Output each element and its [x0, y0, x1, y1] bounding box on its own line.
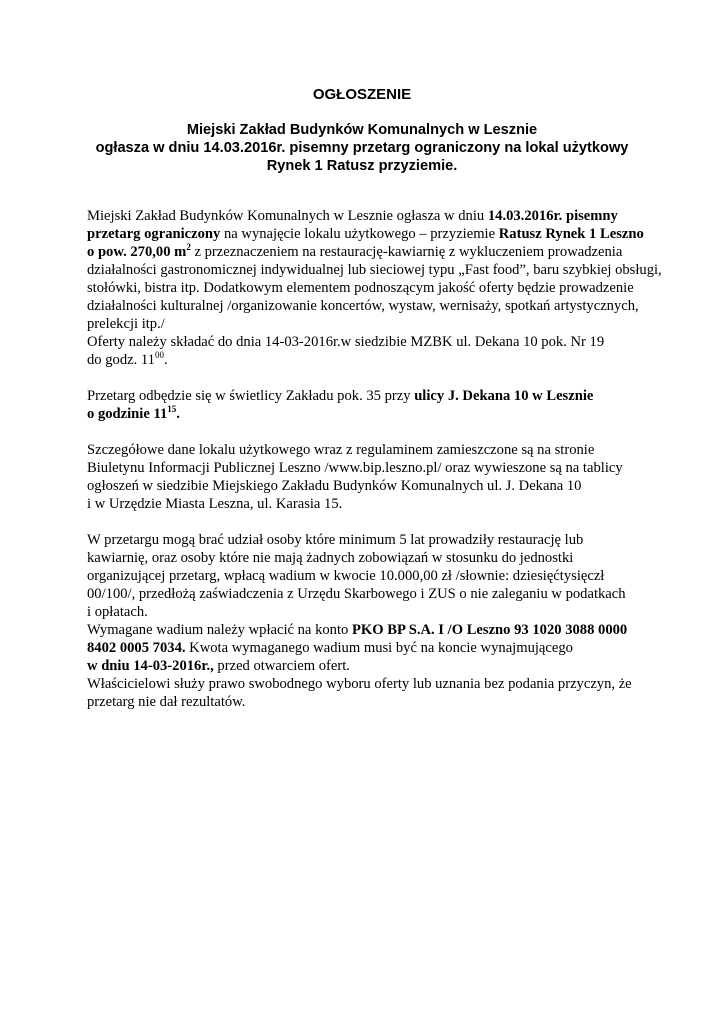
announcement-header	[60, 121, 664, 175]
page-title: OGŁOSZENIE	[312, 86, 412, 103]
paragraph-conditions	[87, 531, 687, 711]
text-line: 00/100/, przedłożą zaświadczenia z Urzędu Skarbowego i ZUS o nie zaleganiu w podatkach	[87, 586, 626, 602]
tender-type: przetarg ograniczony	[87, 226, 221, 242]
text-line: W przetargu mogą brać udział osoby które minimum 5 lat prowadziły restaurację lub	[87, 532, 584, 548]
text-segment: na wynajęcie lokalu użytkowego – przyziemie	[220, 226, 499, 242]
paragraph-tender-venue	[87, 387, 687, 423]
text-line: i w Urzędzie Miasta Leszna, ul. Karasia 15.	[87, 496, 343, 512]
property-area: o pow. 270,00 m	[87, 244, 187, 260]
time-superscript: 15	[167, 404, 177, 414]
text-line: Szczegółowe dane lokalu użytkowego wraz z regulaminem zamieszczone są na stronie	[87, 442, 595, 458]
property-location: Ratusz Rynek 1 Leszno	[498, 226, 644, 242]
text-segment: Biuletynu Informacji Publicznej Leszno	[87, 460, 325, 476]
venue-address: ulicy J. Dekana 10 w Lesznie	[414, 388, 594, 404]
area-unit-superscript: 2	[186, 242, 191, 252]
text-segment: Wymagane wadium należy wpłacić na konto	[87, 622, 352, 638]
text-line: przetarg nie dał rezultatów.	[87, 694, 246, 710]
text-segment: Kwota wymaganego wadium musi być na koncie wynajmującego	[185, 640, 573, 656]
bank-account-continued: 8402 0005 7034.	[87, 640, 186, 656]
text-segment: oraz wywieszone są na tablicy	[441, 460, 623, 476]
header-line-3: Rynek 1 Ratusz przyziemie.	[266, 158, 458, 174]
text-line: prelekcji itp./	[87, 316, 165, 332]
announcement-body	[87, 207, 687, 711]
text-segment: Miejski Zakład Budynków Komunalnych w Lesznie ogłasza w dniu	[87, 208, 488, 224]
paragraph-details-info	[87, 441, 687, 513]
deposit-deadline: w dniu 14-03-2016r.,	[87, 658, 214, 674]
text-segment: .	[163, 352, 168, 368]
text-segment: do godz. 11	[87, 352, 155, 368]
text-line: organizującej przetarg, wpłacą wadium w kwocie 10.000,00 zł /słownie: dziesięćtysięczł	[87, 568, 605, 584]
text-line: stołówki, bistra itp. Dodatkowym elementem podnoszącym jakość oferty będzie prowadzenie	[87, 280, 634, 296]
text-line: i opłatach.	[87, 604, 148, 620]
header-line-2: ogłasza w dniu 14.03.2016r. pisemny przetarg ograniczony na lokal użytkowy	[95, 140, 629, 156]
text-segment: z przeznaczeniem na restaurację-kawiarnię z wykluczeniem prowadzenia	[190, 244, 623, 260]
text-line: działalności gastronomicznej indywidualnej lub sieciowej typu „Fast food”, baru szybkiej obsługi,	[87, 262, 662, 278]
bank-account: PKO BP S.A. I /O Leszno 93 1020 3088 0000	[351, 622, 628, 638]
text-line: Właścicielowi służy prawo swobodnego wyboru oferty lub uznania bez podania przyczyn, że	[87, 676, 632, 692]
tender-time: o godzinie 11	[87, 406, 168, 422]
text-line: działalności kulturalnej /organizowanie koncertów, wystaw, wernisaży, spotkań artystycznych,	[87, 298, 639, 314]
text-segment: Przetarg odbędzie się w świetlicy Zakładu pok. 35 przy	[87, 388, 415, 404]
text-line: kawiarnię, oraz osoby które nie mają żadnych zobowiązań w stosunku do jednostki	[87, 550, 574, 566]
time-superscript: 00	[154, 350, 164, 360]
offer-deadline: Oferty należy składać do dnia 14-03-2016r.w siedzibie MZBK ul. Dekana 10 pok. Nr 19	[87, 334, 605, 350]
text-segment: .	[176, 406, 180, 422]
bip-link[interactable]: /www.bip.leszno.pl/	[324, 460, 442, 476]
tender-date: 14.03.2016r. pisemny	[487, 208, 618, 224]
text-segment: przed otwarciem ofert.	[213, 658, 350, 674]
paragraph-tender-details	[87, 207, 687, 369]
text-line: ogłoszeń w siedzibie Miejskiego Zakładu Budynków Komunalnych ul. J. Dekana 10	[87, 478, 582, 494]
header-line-1: Miejski Zakład Budynków Komunalnych w Lesznie	[186, 122, 538, 138]
